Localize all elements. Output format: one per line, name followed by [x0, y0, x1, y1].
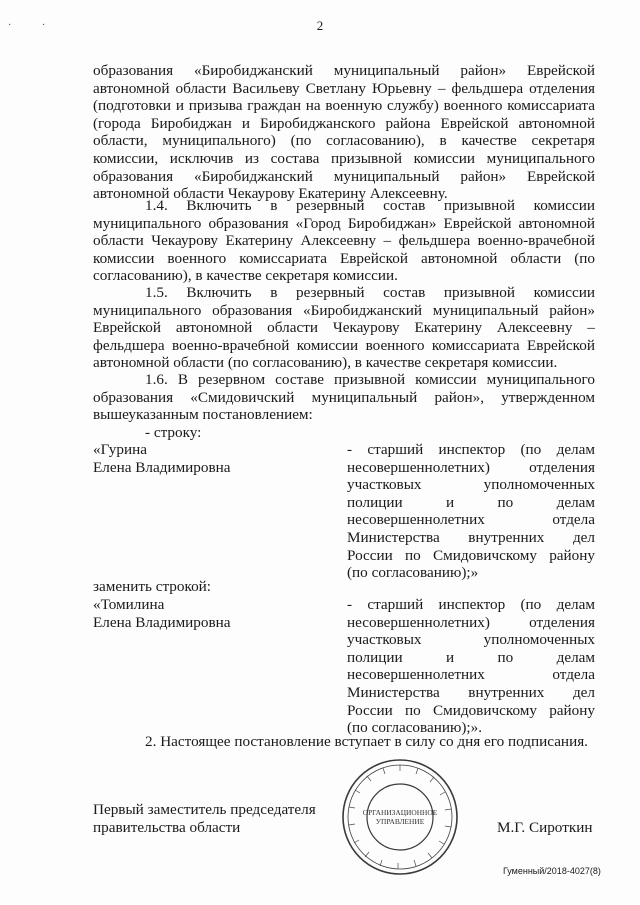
position-line: несовершеннолетних отдела [347, 511, 595, 529]
paragraph-1-6: 1.6. В резервном составе призывной комиссии муниципального образования «Смидовичский муниципальный район», утвержденном вышеуказанным постановлением: [93, 371, 595, 424]
signature-title-line2: правительства области [93, 819, 241, 836]
position-line: (по согласованию);». [347, 719, 483, 737]
entry-old-name-line1: «Гурина [93, 441, 147, 458]
paragraph-1-4: 1.4. Включить в резервный состав призывной комиссии муниципального образования «Город Биробиджан» Еврейской автономной области Чекаурову Екатерину Алексеевну – фельдшера военно-врачебной комиссии военного комиссариата Еврейской автономной области (по согласованию), в качестве секретаря комиссии. [93, 197, 595, 285]
paragraph-continuation: образования «Биробиджанский муниципальный район» Еврейской автономной области Васильеву Светлану Юрьевну – фельдшера отделения (подготовки и призыва граждан на военную службу) военного комиссариата (города Биробиджан и Биробиджанского района Еврейской автономной области, муниципального) (по согласованию), в качестве секретаря комиссии, исключив из состава призывной комиссии муниципального образования «Биробиджанский муниципальный район» Еврейской автономной области Чекаурову Екатерину Алексеевну. [93, 62, 595, 203]
entry-new-name-line1: «Томилина [93, 596, 165, 613]
page-number: 2 [316, 18, 324, 33]
seal-center-line2: УПРАВЛЕНИЕ [375, 817, 425, 826]
position-line: Министерства внутренних дел [347, 683, 595, 701]
body-paragraph-3 [93, 284, 595, 372]
entry-old-name-line2: Елена Владимировна [93, 458, 231, 476]
body-paragraph-4 [93, 371, 595, 441]
position-line: Министерства внутренних дел [347, 528, 595, 546]
line-string-label: - строку: [145, 423, 202, 441]
replace-with-label: заменить строкой: [93, 578, 212, 595]
signatory-name: М.Г. Сироткин [497, 819, 593, 836]
entry-new-name [93, 596, 333, 737]
signature-title-line1: Первый заместитель председателя [93, 801, 316, 818]
body-paragraph-2 [93, 197, 595, 285]
seal-center-line1: ОРГАНИЗАЦИОННОЕ [362, 808, 438, 817]
document-code: Гуменный/2018-4027(8) [503, 866, 601, 876]
entry-new-position [347, 596, 595, 737]
paragraph-2: 2. Настоящее постановление вступает в силу со дня его подписания. [145, 733, 588, 750]
replace-label-block [93, 578, 595, 596]
entry-old-position [347, 441, 595, 582]
scan-marks: · · [8, 20, 60, 31]
signature-title [93, 801, 316, 837]
position-line: несовершеннолетних отдела [347, 666, 595, 684]
position-line: России по Смидовичскому району [347, 701, 595, 719]
entry-new-name-line2: Елена Владимировна [93, 613, 231, 631]
position-line: полиции и по делам [347, 493, 595, 511]
position-line: несовершеннолетних) отделения [347, 613, 595, 631]
body-paragraph-5 [93, 733, 595, 751]
paragraph-1-5: 1.5. Включить в резервный состав призывной комиссии муниципального образования «Биробиджанский муниципальный район» Еврейской автономной области Чекаурову Екатерину Алексеевну – фельдшера военно-врачебной комиссии военного комиссариата Еврейской автономной области (по согласованию), в качестве секретаря комиссии. [93, 284, 595, 372]
position-line: России по Смидовичскому району [347, 546, 595, 564]
position-line: полиции и по делам [347, 648, 595, 666]
position-line: - старший инспектор (по делам [347, 596, 595, 613]
position-line: участковых уполномоченных [347, 631, 595, 649]
position-line: участковых уполномоченных [347, 476, 595, 494]
body-paragraph-1 [93, 62, 595, 203]
entry-old-name [93, 441, 333, 582]
position-line: несовершеннолетних) отделения [347, 458, 595, 476]
entry-new [93, 596, 595, 737]
entry-old [93, 441, 595, 582]
official-seal [340, 757, 460, 877]
position-line: - старший инспектор (по делам [347, 441, 595, 458]
position-line: (по согласованию);» [347, 564, 479, 582]
